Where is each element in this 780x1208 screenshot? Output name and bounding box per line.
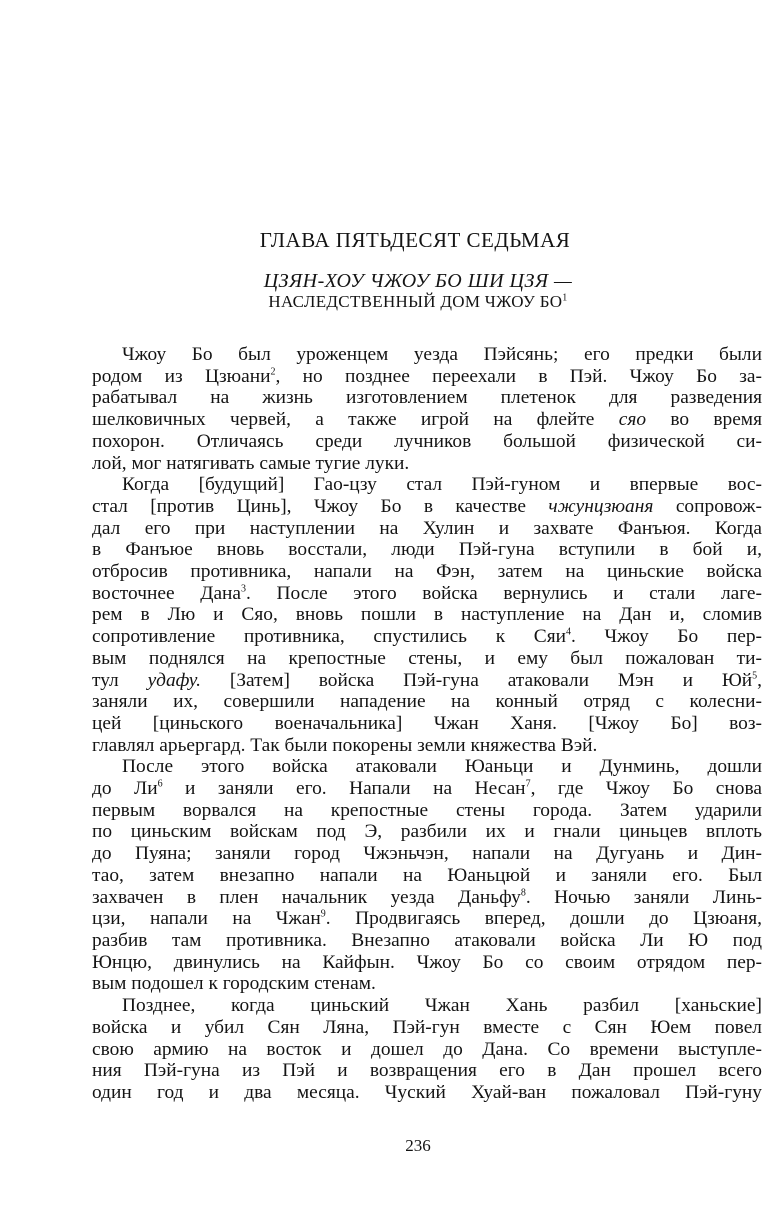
page-number: 236 [405, 1136, 431, 1155]
text-line [92, 626, 762, 648]
text-line [92, 409, 762, 431]
text-run: и заняли его. Напали на Несан [162, 778, 526, 800]
text-line [92, 583, 762, 605]
text-run: . Чжоу Бо пер- [571, 626, 762, 648]
footnote-marker: 7 [525, 778, 531, 790]
text-run: рем в Лю и Сяо, вновь пошли в наступление на Дан и, сломив [92, 604, 762, 626]
text-line [92, 366, 762, 388]
text-run: захвачен в плен начальник уезда Даньфу [92, 886, 521, 908]
text-run: . Продвигаясь вперед, дошли до Цзюаня, [325, 908, 762, 930]
text-line [92, 973, 762, 995]
text-run: отбросив противника, напали на Фэн, затем на циньские войска [92, 561, 762, 583]
text-line [92, 843, 762, 865]
text-line [92, 865, 762, 887]
text-run: похорон. Отличаясь среди лучников большой физической си- [92, 430, 762, 452]
text-line [92, 648, 762, 670]
text-run: восточнее Дана [92, 582, 242, 604]
text-run: дал его при наступлении на Хулин и захвате Фанъюя. Когда [92, 517, 762, 539]
text-line [92, 908, 762, 930]
text-run: . После этого войска вернулись и стали лаге- [246, 582, 762, 604]
body-text [92, 344, 762, 1104]
text-run: цей [циньского военачальника] Чжан Ханя. [Чжоу Бо] воз- [92, 712, 762, 734]
footnote-marker: 6 [157, 778, 163, 790]
text-line [92, 518, 762, 540]
text-line [92, 496, 762, 518]
text-run: до Пуяна; заняли город Чжэньчэн, напали на Дугуань и Дин- [92, 843, 762, 865]
text-line [92, 995, 762, 1017]
text-run: , [757, 669, 763, 691]
text-run: , но позднее переехали в Пэй. Чжоу Бо за- [275, 365, 762, 387]
text-line [92, 1082, 762, 1104]
text-run: в Фанъюе вновь восстали, люди Пэй-гуна вступили в бой и, [92, 539, 762, 561]
footnote-marker: 4 [566, 626, 572, 638]
text-line [92, 778, 762, 800]
text-line [92, 670, 762, 692]
text-run: После этого войска атаковали Юаньци и Дунминь, дошли [122, 756, 762, 778]
text-line [92, 387, 762, 409]
text-run: разбив там противника. Внезапно атаковали войска Ли Ю под [92, 929, 762, 951]
text-line [92, 735, 762, 757]
text-run: сопровож- [653, 495, 762, 517]
text-line [92, 1060, 762, 1082]
text-line [92, 952, 762, 974]
italic-term: удафу. [147, 669, 202, 691]
text-run: по циньским войскам под Э, разбили их и гнали циньцев вплоть [92, 821, 762, 843]
subtitle-translation-text: НАСЛЕДСТВЕННЫЙ ДОМ ЧЖОУ БО [268, 292, 563, 311]
paragraph [92, 474, 762, 756]
footnote-marker: 2 [270, 366, 276, 378]
footnote-marker: 9 [320, 908, 326, 920]
text-line [92, 800, 762, 822]
text-line [92, 604, 762, 626]
text-run: Юнцю, двинулись на Кайфын. Чжоу Бо со своим отрядом пер- [92, 951, 762, 973]
chapter-subtitle: ЦЗЯН-ХОУ ЧЖОУ БО ШИ ЦЗЯ — [263, 270, 573, 292]
text-run: лой, мог натягивать самые тугие луки. [92, 452, 410, 474]
text-run: главлял арьергард. Так были покорены земли княжества Вэй. [92, 734, 598, 756]
text-line [92, 713, 762, 735]
text-run: вым подошел к городским стенам. [92, 973, 376, 995]
text-run: Когда [будущий] Гао-цзу стал Пэй-гуном и впервые вос- [122, 474, 762, 496]
text-line [92, 431, 762, 453]
text-line [92, 887, 762, 909]
text-run: ния Пэй-гуна из Пэй и возвращения его в Дан прошел всего [92, 1060, 762, 1082]
text-line [92, 691, 762, 713]
text-run: стал [против Цинь], Чжоу Бо в качестве [92, 495, 549, 517]
text-run: первым ворвался на крепостные стены города. Затем ударили [92, 799, 762, 821]
text-run: вым поднялся на крепостные стены, и ему был пожалован ти- [92, 647, 762, 669]
paragraph [92, 756, 762, 995]
footnote-marker: 3 [241, 583, 247, 595]
text-run: родом из Цзюани [92, 365, 271, 387]
italic-term: чжунцзюаня [548, 495, 654, 517]
text-line [92, 756, 762, 778]
italic-term: сяо [618, 409, 647, 431]
chapter-title: ГЛАВА ПЯТЬДЕСЯТ СЕДЬМАЯ [259, 228, 571, 252]
text-line [92, 1039, 762, 1061]
text-run: шелковичных червей, а также игрой на флейте [92, 409, 619, 431]
text-run: сопротивление противника, спустились к Сяи [92, 626, 567, 648]
footnote-marker: 8 [520, 887, 526, 899]
text-line [92, 1017, 762, 1039]
text-run: до Ли [92, 778, 158, 800]
text-run: войска и убил Сян Ляна, Пэй-гун вместе с Сян Юем повел [92, 1016, 762, 1038]
text-line [92, 561, 762, 583]
text-run: во время [646, 409, 762, 431]
text-line [92, 344, 762, 366]
chapter-subtitle-translation [0, 292, 780, 312]
text-run: Чжоу Бо был уроженцем уезда Пэйсянь; его предки были [122, 344, 762, 365]
text-run: тао, затем внезапно напали на Юаньцюй и заняли его. Был [92, 864, 762, 886]
paragraph [92, 995, 762, 1104]
footnote-marker: 5 [752, 670, 758, 682]
text-run: [Затем] войска Пэй-гуна атаковали Мэн и Юй [201, 669, 753, 691]
text-run: цзи, напали на Чжан [92, 908, 321, 930]
text-run: , где Чжоу Бо снова [530, 778, 762, 800]
text-run: рабатывал на жизнь изготовлением плетенок для разведения [92, 387, 762, 409]
text-run: . Ночью заняли Линь- [525, 886, 762, 908]
text-line [92, 453, 762, 475]
text-line [92, 930, 762, 952]
text-run: заняли их, совершили нападение на конный отряд с колесни- [92, 691, 762, 713]
paragraph [92, 344, 762, 474]
text-run: один год и два месяца. Чуский Хуай-ван пожаловал Пэй-гуну [92, 1081, 762, 1103]
text-run: Позднее, когда циньский Чжан Хань разбил [ханьские] [122, 995, 762, 1017]
text-line [92, 474, 762, 496]
text-run: тул [92, 669, 148, 691]
text-line [92, 821, 762, 843]
text-run: свою армию на восток и дошел до Дана. Со времени выступле- [92, 1038, 762, 1060]
footnote-marker: 1 [562, 292, 568, 304]
text-line [92, 539, 762, 561]
